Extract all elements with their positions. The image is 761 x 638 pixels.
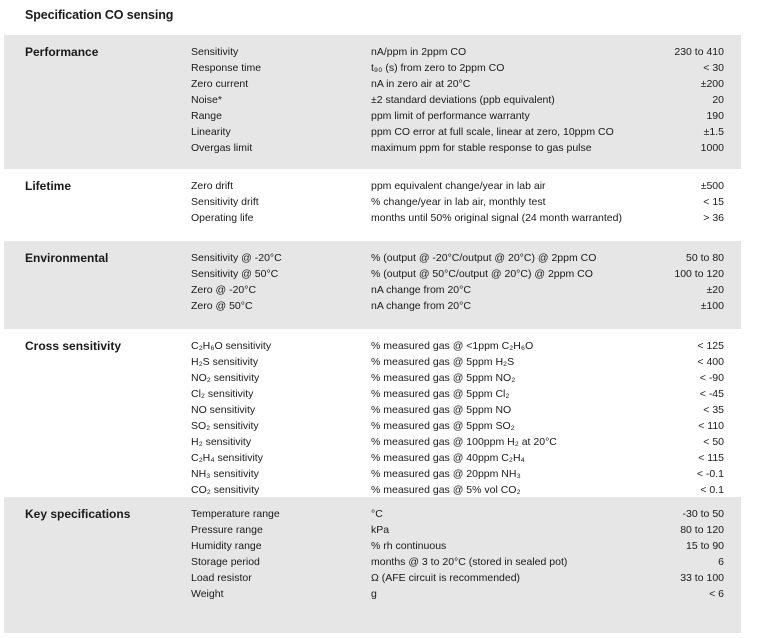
- parameter-name: Overgas limit: [191, 142, 253, 154]
- spec-section: [4, 329, 741, 497]
- parameter-value: 33 to 100: [680, 572, 724, 584]
- parameter-description: nA change from 20°C: [371, 300, 471, 312]
- spec-row: [4, 570, 741, 586]
- parameter-name: Operating life: [191, 212, 254, 224]
- page-title: Specification CO sensing: [25, 8, 174, 22]
- spec-section: [4, 169, 741, 241]
- parameter-description: g: [371, 588, 377, 600]
- spec-row: [4, 418, 741, 434]
- spec-row: [4, 482, 741, 498]
- parameter-value: < 110: [698, 420, 724, 432]
- parameter-value: 20: [712, 94, 724, 106]
- spec-row: [4, 466, 741, 482]
- parameter-description: months @ 3 to 20°C (stored in sealed pot): [371, 556, 568, 568]
- parameter-name: Response time: [191, 62, 262, 74]
- spec-section: [4, 35, 741, 169]
- parameter-name: Cl₂ sensitivity: [191, 388, 254, 400]
- parameter-value: ±200: [700, 78, 724, 90]
- parameter-description: % measured gas @ 5ppm NO₂: [371, 372, 516, 384]
- spec-row: [4, 140, 741, 156]
- parameter-name: Noise*: [191, 94, 222, 106]
- parameter-value: 80 to 120: [680, 524, 724, 536]
- parameter-name: Load resistor: [191, 572, 252, 584]
- parameter-value: < 115: [698, 452, 724, 464]
- parameter-value: ±100: [700, 300, 724, 312]
- parameter-description: ±2 standard deviations (ppb equivalent): [371, 94, 555, 106]
- parameter-description: % measured gas @ 5ppm SO₂: [371, 420, 515, 432]
- parameter-value: < 400: [697, 356, 724, 368]
- section-label: Lifetime: [25, 179, 72, 193]
- parameter-description: % change/year in lab air, monthly test: [371, 196, 546, 208]
- parameter-value: ±500: [700, 180, 724, 192]
- spec-row: [4, 386, 741, 402]
- parameter-description: % measured gas @ 5ppm Cl₂: [371, 388, 510, 400]
- spec-row: [4, 266, 741, 282]
- parameter-description: % measured gas @ 5% vol CO₂: [371, 484, 521, 496]
- parameter-description: % measured gas @ 100ppm H₂ at 20°C: [371, 436, 557, 448]
- spec-row: [4, 178, 741, 194]
- parameter-value: 6: [718, 556, 724, 568]
- section-label: Key specifications: [25, 507, 131, 521]
- parameter-name: Zero current: [191, 78, 249, 90]
- parameter-description: % measured gas @ 5ppm H₂S: [371, 356, 515, 368]
- parameter-name: Sensitivity: [191, 46, 239, 58]
- spec-row: [4, 76, 741, 92]
- parameter-value: 50 to 80: [686, 252, 724, 264]
- parameter-description: % measured gas @ 20ppm NH₃: [371, 468, 521, 480]
- parameter-name: Humidity range: [191, 540, 262, 552]
- parameter-name: CO₂ sensitivity: [191, 484, 260, 496]
- parameter-description: t₉₀ (s) from zero to 2ppm CO: [371, 62, 505, 74]
- spec-table: [4, 35, 741, 633]
- spec-row: [4, 506, 741, 522]
- spec-row: [4, 538, 741, 554]
- parameter-description: nA in zero air at 20°C: [371, 78, 471, 90]
- parameter-name: NO₂ sensitivity: [191, 372, 260, 384]
- spec-row: [4, 298, 741, 314]
- parameter-description: % measured gas @ 5ppm NO: [371, 404, 512, 416]
- spec-row: [4, 522, 741, 538]
- section-label: Cross sensitivity: [25, 339, 122, 353]
- spec-row: [4, 250, 741, 266]
- parameter-value: ±1.5: [703, 126, 724, 138]
- parameter-value: < 50: [703, 436, 724, 448]
- spec-row: [4, 108, 741, 124]
- parameter-value: < 35: [703, 404, 724, 416]
- parameter-value: < 6: [709, 588, 724, 600]
- spec-section: [4, 497, 741, 633]
- parameter-description: Ω (AFE circuit is recommended): [371, 572, 521, 584]
- parameter-value: 1000: [700, 142, 724, 154]
- spec-row: [4, 282, 741, 298]
- parameter-value: 230 to 410: [674, 46, 724, 58]
- parameter-description: % rh continuous: [371, 540, 447, 552]
- parameter-description: nA/ppm in 2ppm CO: [371, 46, 467, 58]
- parameter-description: % (output @ -20°C/output @ 20°C) @ 2ppm CO: [371, 252, 597, 264]
- parameter-value: < 30: [703, 62, 724, 74]
- parameter-value: 190: [706, 110, 724, 122]
- spec-row: [4, 450, 741, 466]
- parameter-name: Range: [191, 110, 222, 122]
- parameter-name: Linearity: [191, 126, 231, 138]
- parameter-value: -30 to 50: [682, 508, 724, 520]
- parameter-name: Zero @ 50°C: [191, 300, 253, 312]
- parameter-name: Storage period: [191, 556, 260, 568]
- parameter-value: < -90: [699, 372, 724, 384]
- parameter-description: % measured gas @ 40ppm C₂H₄: [371, 452, 525, 464]
- spec-row: [4, 124, 741, 140]
- section-label: Environmental: [25, 251, 109, 265]
- spec-row: [4, 338, 741, 354]
- parameter-name: C₂H₆O sensitivity: [191, 340, 272, 352]
- parameter-description: % measured gas @ <1ppm C₂H₆O: [371, 340, 534, 352]
- parameter-description: months until 50% original signal (24 month warranted): [371, 212, 622, 224]
- parameter-value: < 15: [703, 196, 724, 208]
- parameter-name: Sensitivity @ 50°C: [191, 268, 279, 280]
- parameter-name: Pressure range: [191, 524, 263, 536]
- parameter-name: Zero drift: [191, 180, 234, 192]
- parameter-description: ppm CO error at full scale, linear at zero, 10ppm CO: [371, 126, 614, 138]
- parameter-value: > 36: [703, 212, 724, 224]
- spec-row: [4, 402, 741, 418]
- parameter-description: nA change from 20°C: [371, 284, 471, 296]
- parameter-description: °C: [371, 508, 383, 520]
- parameter-description: ppm equivalent change/year in lab air: [371, 180, 546, 192]
- parameter-value: < 0.1: [700, 484, 724, 496]
- section-label: Performance: [25, 45, 99, 59]
- parameter-name: H₂ sensitivity: [191, 436, 252, 448]
- parameter-value: 100 to 120: [674, 268, 724, 280]
- parameter-name: NO sensitivity: [191, 404, 256, 416]
- parameter-name: Zero @ -20°C: [191, 284, 257, 296]
- spec-row: [4, 92, 741, 108]
- parameter-value: < -0.1: [696, 468, 724, 480]
- parameter-name: Sensitivity drift: [191, 196, 259, 208]
- parameter-name: Sensitivity @ -20°C: [191, 252, 282, 264]
- parameter-name: Weight: [191, 588, 224, 600]
- parameter-value: < -45: [699, 388, 724, 400]
- parameter-value: 15 to 90: [686, 540, 724, 552]
- spec-row: [4, 60, 741, 76]
- parameter-description: ppm limit of performance warranty: [371, 110, 530, 122]
- spec-row: [4, 370, 741, 386]
- spec-section: [4, 241, 741, 329]
- parameter-description: % (output @ 50°C/output @ 20°C) @ 2ppm CO: [371, 268, 593, 280]
- parameter-name: Temperature range: [191, 508, 280, 520]
- spec-row: [4, 554, 741, 570]
- spec-row: [4, 44, 741, 60]
- spec-row: [4, 434, 741, 450]
- parameter-name: C₂H₄ sensitivity: [191, 452, 263, 464]
- spec-row: [4, 210, 741, 226]
- parameter-name: H₂S sensitivity: [191, 356, 259, 368]
- parameter-description: maximum ppm for stable response to gas pulse: [371, 142, 592, 154]
- parameter-name: NH₃ sensitivity: [191, 468, 259, 480]
- parameter-value: ±20: [706, 284, 724, 296]
- parameter-name: SO₂ sensitivity: [191, 420, 259, 432]
- spec-row: [4, 354, 741, 370]
- spec-row: [4, 586, 741, 602]
- parameter-value: < 125: [697, 340, 724, 352]
- parameter-description: kPa: [371, 524, 390, 536]
- spec-row: [4, 194, 741, 210]
